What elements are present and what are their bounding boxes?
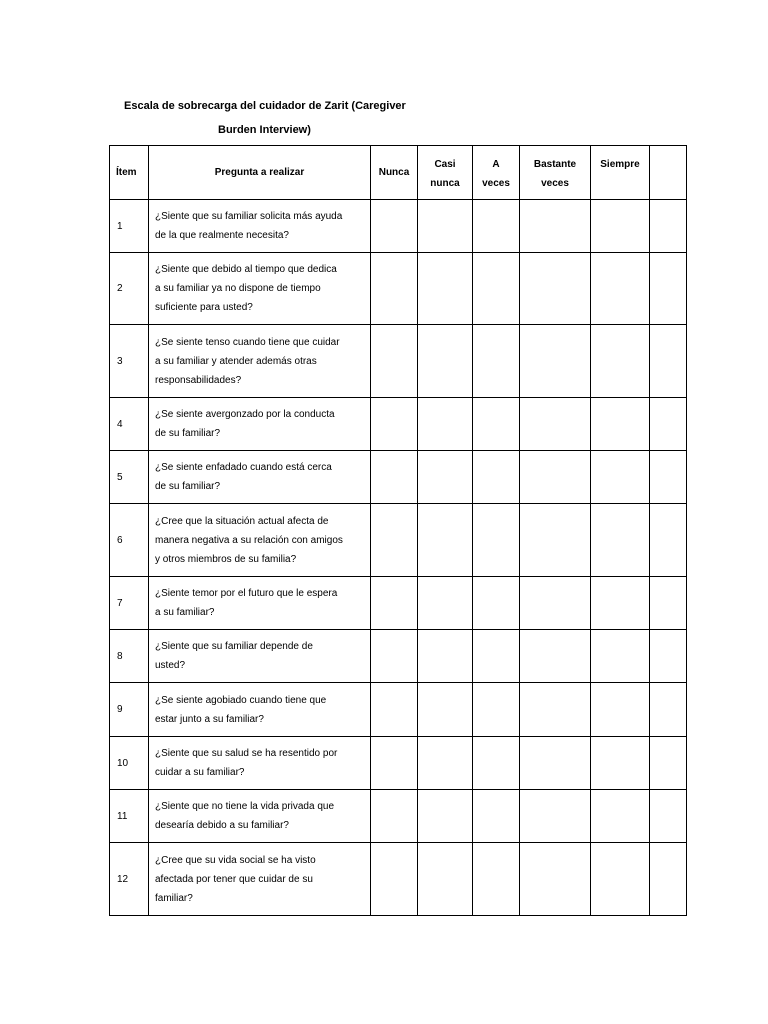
- answer-a-veces-cell[interactable]: [473, 683, 520, 737]
- question-text-line: cuidar a su familiar?: [155, 767, 245, 778]
- table-row: [110, 843, 687, 916]
- answer-extra-cell[interactable]: [650, 398, 687, 451]
- answer-extra-cell[interactable]: [650, 200, 687, 253]
- table-row: [110, 200, 687, 253]
- answer-casi-nunca-cell[interactable]: [418, 683, 473, 737]
- answer-nunca-cell[interactable]: [371, 253, 418, 325]
- question-text-line: afectada por tener que cuidar de su: [155, 873, 313, 885]
- question-cell: [149, 737, 371, 790]
- table-row: [110, 683, 687, 737]
- item-number: 8: [110, 630, 149, 683]
- header-bastante-veces-line-2: veces: [541, 178, 569, 189]
- answer-siempre-cell[interactable]: [591, 200, 650, 253]
- question-text-line: y otros miembros de su familia?: [155, 553, 297, 565]
- header-casi-nunca-line-1: Casi: [434, 159, 456, 170]
- table-row: [110, 790, 687, 843]
- table-row: [110, 504, 687, 577]
- question-text-line: ¿Se siente agobiado cuando tiene que: [155, 694, 327, 706]
- header-question: Pregunta a realizar: [149, 146, 371, 200]
- question-text-line: estar junto a su familiar?: [155, 713, 264, 725]
- answer-casi-nunca-cell[interactable]: [418, 451, 473, 504]
- answer-siempre-cell[interactable]: [591, 253, 650, 325]
- answer-casi-nunca-cell[interactable]: [418, 398, 473, 451]
- answer-a-veces-cell[interactable]: [473, 790, 520, 843]
- answer-bastante-veces-cell[interactable]: [520, 630, 591, 683]
- question-text-line: manera negativa a su relación con amigos: [155, 534, 343, 546]
- answer-bastante-veces-cell[interactable]: [520, 200, 591, 253]
- question-text-line: ¿Siente que no tiene la vida privada que: [155, 801, 335, 812]
- header-a-veces: [473, 146, 520, 200]
- item-number: 9: [110, 683, 149, 737]
- header-casi-nunca: [418, 146, 473, 200]
- answer-casi-nunca-cell[interactable]: [418, 630, 473, 683]
- question-cell: [149, 843, 371, 916]
- question-cell: [149, 325, 371, 398]
- question-text-line: ¿Cree que su vida social se ha visto: [155, 854, 316, 866]
- answer-a-veces-cell[interactable]: [473, 577, 520, 630]
- answer-siempre-cell[interactable]: [591, 451, 650, 504]
- question-text-line: ¿Siente que su salud se ha resentido por: [155, 748, 338, 759]
- question-text-line: a su familiar?: [155, 607, 215, 618]
- answer-extra-cell[interactable]: [650, 577, 687, 630]
- question-text-line: familiar?: [155, 892, 193, 904]
- answer-siempre-cell[interactable]: [591, 504, 650, 577]
- question-text-line: de la que realmente necesita?: [155, 230, 289, 241]
- answer-casi-nunca-cell[interactable]: [418, 325, 473, 398]
- answer-siempre-cell[interactable]: [591, 577, 650, 630]
- answer-extra-cell[interactable]: [650, 325, 687, 398]
- answer-nunca-cell[interactable]: [371, 630, 418, 683]
- answer-siempre-cell[interactable]: [591, 790, 650, 843]
- table-row: [110, 577, 687, 630]
- answer-nunca-cell[interactable]: [371, 577, 418, 630]
- question-text-line: de su familiar?: [155, 428, 221, 439]
- question-cell: [149, 683, 371, 737]
- document-title-line-2: Burden Interview): [218, 124, 311, 136]
- answer-nunca-cell[interactable]: [371, 737, 418, 790]
- answer-casi-nunca-cell[interactable]: [418, 577, 473, 630]
- answer-bastante-veces-cell[interactable]: [520, 325, 591, 398]
- answer-siempre-cell[interactable]: [591, 398, 650, 451]
- question-text-line: ¿Siente temor por el futuro que le espera: [155, 588, 338, 599]
- answer-a-veces-cell[interactable]: [473, 504, 520, 577]
- answer-nunca-cell[interactable]: [371, 451, 418, 504]
- answer-extra-cell[interactable]: [650, 843, 687, 916]
- answer-casi-nunca-cell[interactable]: [418, 790, 473, 843]
- item-number: 2: [110, 253, 149, 325]
- header-a-veces-line-1: A: [492, 159, 500, 170]
- answer-extra-cell[interactable]: [650, 253, 687, 325]
- question-cell: [149, 504, 371, 577]
- table-row: [110, 325, 687, 398]
- item-number: 5: [110, 451, 149, 504]
- answer-nunca-cell[interactable]: [371, 325, 418, 398]
- question-text-line: ¿Se siente avergonzado por la conducta: [155, 409, 335, 420]
- answer-siempre-cell[interactable]: [591, 683, 650, 737]
- header-extra-column: [650, 146, 687, 200]
- answer-bastante-veces-cell[interactable]: [520, 790, 591, 843]
- question-cell: [149, 253, 371, 325]
- table-row: [110, 737, 687, 790]
- question-text-line: de su familiar?: [155, 481, 221, 492]
- question-text-line: usted?: [155, 660, 186, 671]
- answer-extra-cell[interactable]: [650, 683, 687, 737]
- answer-siempre-cell[interactable]: [591, 630, 650, 683]
- answer-bastante-veces-cell[interactable]: [520, 398, 591, 451]
- answer-casi-nunca-cell[interactable]: [418, 737, 473, 790]
- answer-nunca-cell[interactable]: [371, 200, 418, 253]
- answer-a-veces-cell[interactable]: [473, 737, 520, 790]
- question-cell: [149, 577, 371, 630]
- item-number: 3: [110, 325, 149, 398]
- header-bastante-veces: [520, 146, 591, 200]
- question-text-line: a su familiar y atender además otras: [155, 355, 317, 367]
- answer-casi-nunca-cell[interactable]: [418, 843, 473, 916]
- answer-casi-nunca-cell[interactable]: [418, 200, 473, 253]
- question-text-line: suficiente para usted?: [155, 302, 253, 313]
- answer-a-veces-cell[interactable]: [473, 630, 520, 683]
- answer-extra-cell[interactable]: [650, 504, 687, 577]
- answer-extra-cell[interactable]: [650, 451, 687, 504]
- header-siempre: Siempre: [591, 146, 650, 200]
- answer-extra-cell[interactable]: [650, 737, 687, 790]
- item-number: 7: [110, 577, 149, 630]
- answer-bastante-veces-cell[interactable]: [520, 504, 591, 577]
- answer-nunca-cell[interactable]: [371, 504, 418, 577]
- table-row: [110, 253, 687, 325]
- question-text-line: ¿Siente que debido al tiempo que dedica: [155, 264, 337, 275]
- question-text-line: responsabilidades?: [155, 374, 242, 386]
- question-cell: [149, 200, 371, 253]
- answer-a-veces-cell[interactable]: [473, 398, 520, 451]
- answer-a-veces-cell[interactable]: [473, 843, 520, 916]
- header-bastante-veces-line-1: Bastante: [533, 159, 577, 170]
- table-body: [110, 200, 687, 916]
- answer-bastante-veces-cell[interactable]: [520, 451, 591, 504]
- item-number: 11: [110, 790, 149, 843]
- question-cell: [149, 451, 371, 504]
- question-text-line: ¿Siente que su familiar depende de: [155, 641, 313, 652]
- question-text-line: ¿Se siente tenso cuando tiene que cuidar: [155, 336, 340, 348]
- item-number: 10: [110, 737, 149, 790]
- table-row: [110, 630, 687, 683]
- question-text-line: ¿Cree que la situación actual afecta de: [155, 515, 329, 527]
- header-nunca: Nunca: [371, 146, 418, 200]
- question-cell: [149, 790, 371, 843]
- document-title-line-1: Escala de sobrecarga del cuidador de Zarit (Caregiver: [124, 100, 406, 112]
- answer-extra-cell[interactable]: [650, 630, 687, 683]
- header-casi-nunca-line-2: nunca: [430, 178, 460, 189]
- answer-casi-nunca-cell[interactable]: [418, 253, 473, 325]
- table-header-row: [110, 146, 687, 200]
- answer-a-veces-cell[interactable]: [473, 325, 520, 398]
- answer-bastante-veces-cell[interactable]: [520, 683, 591, 737]
- table-row: [110, 398, 687, 451]
- answer-bastante-veces-cell[interactable]: [520, 737, 591, 790]
- answer-a-veces-cell[interactable]: [473, 451, 520, 504]
- answer-casi-nunca-cell[interactable]: [418, 504, 473, 577]
- question-cell: [149, 398, 371, 451]
- item-number: 12: [110, 843, 149, 916]
- zarit-scale-table: [109, 145, 687, 916]
- item-number: 4: [110, 398, 149, 451]
- question-text-line: desearía debido a su familiar?: [155, 820, 289, 831]
- answer-nunca-cell[interactable]: [371, 683, 418, 737]
- header-item: Ítem: [110, 146, 149, 200]
- answer-nunca-cell[interactable]: [371, 843, 418, 916]
- question-cell: [149, 630, 371, 683]
- item-number: 6: [110, 504, 149, 577]
- answer-nunca-cell[interactable]: [371, 790, 418, 843]
- answer-bastante-veces-cell[interactable]: [520, 843, 591, 916]
- answer-a-veces-cell[interactable]: [473, 253, 520, 325]
- table-row: [110, 451, 687, 504]
- answer-siempre-cell[interactable]: [591, 325, 650, 398]
- header-a-veces-line-2: veces: [482, 178, 510, 189]
- answer-bastante-veces-cell[interactable]: [520, 577, 591, 630]
- item-number: 1: [110, 200, 149, 253]
- answer-siempre-cell[interactable]: [591, 843, 650, 916]
- answer-extra-cell[interactable]: [650, 790, 687, 843]
- question-text-line: ¿Se siente enfadado cuando está cerca: [155, 462, 332, 473]
- answer-nunca-cell[interactable]: [371, 398, 418, 451]
- question-text-line: ¿Siente que su familiar solicita más ayuda: [155, 211, 343, 222]
- answer-bastante-veces-cell[interactable]: [520, 253, 591, 325]
- answer-a-veces-cell[interactable]: [473, 200, 520, 253]
- answer-siempre-cell[interactable]: [591, 737, 650, 790]
- question-text-line: a su familiar ya no dispone de tiempo: [155, 283, 321, 294]
